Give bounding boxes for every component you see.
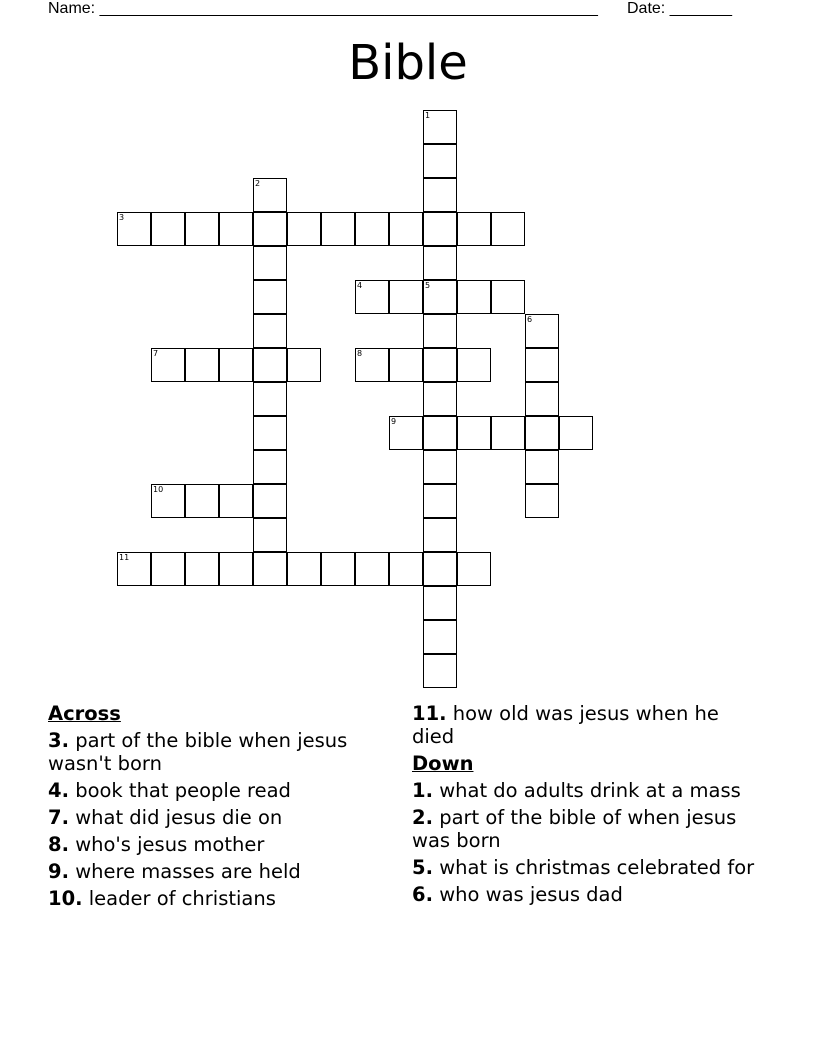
clue-number: 6.	[412, 883, 433, 906]
down-clue	[412, 883, 762, 906]
grid-cell[interactable]	[423, 382, 457, 416]
grid-cell[interactable]	[253, 416, 287, 450]
clue-text: leader of christians	[88, 887, 276, 910]
cell-number: 11	[119, 553, 130, 562]
grid-cell[interactable]	[423, 654, 457, 688]
grid-cell[interactable]	[525, 484, 559, 518]
down-heading: Down	[412, 752, 474, 775]
cell-number: 8	[357, 349, 363, 358]
cell-number: 4	[357, 281, 363, 290]
grid-cell[interactable]	[253, 450, 287, 484]
page-title: Bible	[348, 35, 468, 91]
cell-number: 3	[119, 213, 125, 222]
across-clue	[48, 887, 388, 910]
cell-number: 2	[255, 179, 261, 188]
grid-cell[interactable]	[151, 484, 185, 518]
across-clue	[48, 833, 388, 856]
clue-number: 8.	[48, 833, 69, 856]
across-clue	[48, 806, 388, 829]
grid-cell[interactable]	[423, 586, 457, 620]
grid-cell[interactable]	[525, 450, 559, 484]
grid-cell[interactable]	[423, 212, 457, 246]
grid-cell[interactable]	[457, 212, 491, 246]
across-clue	[48, 729, 388, 775]
grid-cell[interactable]	[423, 348, 457, 382]
grid-cell[interactable]	[389, 416, 423, 450]
clue-text: what did jesus die on	[75, 806, 283, 829]
grid-cell[interactable]	[219, 348, 253, 382]
grid-cell[interactable]	[423, 620, 457, 654]
grid-cell[interactable]	[253, 178, 287, 212]
grid-cell[interactable]	[423, 110, 457, 144]
clue-number: 4.	[48, 779, 69, 802]
clue-text: where masses are held	[75, 860, 301, 883]
grid-cell[interactable]	[457, 280, 491, 314]
grid-cell[interactable]	[423, 314, 457, 348]
grid-cell[interactable]	[321, 552, 355, 586]
grid-cell[interactable]	[253, 280, 287, 314]
grid-cell[interactable]	[219, 552, 253, 586]
grid-cell[interactable]	[253, 212, 287, 246]
cell-number: 5	[425, 281, 431, 290]
down-clue	[412, 806, 762, 852]
grid-cell[interactable]	[117, 212, 151, 246]
grid-cell[interactable]	[423, 280, 457, 314]
grid-cell[interactable]	[423, 484, 457, 518]
grid-cell[interactable]	[423, 178, 457, 212]
name-field[interactable]: Name: ________________________________________________________	[48, 0, 598, 17]
grid-cell[interactable]	[525, 382, 559, 416]
cell-number: 1	[425, 111, 431, 120]
clue-number: 3.	[48, 729, 69, 752]
grid-cell[interactable]	[423, 450, 457, 484]
clue-number: 11.	[412, 702, 447, 725]
grid-cell[interactable]	[185, 552, 219, 586]
date-field[interactable]: Date: _______	[627, 0, 732, 17]
grid-cell[interactable]	[457, 552, 491, 586]
grid-cell[interactable]	[389, 348, 423, 382]
clue-number: 1.	[412, 779, 433, 802]
clue-number: 2.	[412, 806, 433, 829]
grid-cell[interactable]	[457, 348, 491, 382]
grid-cell[interactable]	[253, 314, 287, 348]
clues-column-left	[48, 702, 388, 914]
grid-cell[interactable]	[525, 314, 559, 348]
clue-text: part of the bible of when jesus was born	[412, 806, 737, 852]
grid-cell[interactable]	[423, 246, 457, 280]
across-clue	[48, 860, 388, 883]
grid-cell[interactable]	[491, 212, 525, 246]
grid-cell[interactable]	[423, 144, 457, 178]
grid-cell[interactable]	[185, 348, 219, 382]
grid-cell[interactable]	[151, 348, 185, 382]
grid-cell[interactable]	[355, 348, 389, 382]
grid-cell[interactable]	[253, 518, 287, 552]
grid-cell[interactable]	[389, 212, 423, 246]
grid-cell[interactable]	[491, 280, 525, 314]
grid-cell[interactable]	[219, 212, 253, 246]
grid-cell[interactable]	[355, 212, 389, 246]
grid-cell[interactable]	[253, 484, 287, 518]
grid-cell[interactable]	[423, 552, 457, 586]
across-heading: Across	[48, 702, 121, 725]
clue-number: 5.	[412, 856, 433, 879]
cell-number: 6	[527, 315, 533, 324]
grid-cell[interactable]	[559, 416, 593, 450]
grid-cell[interactable]	[525, 348, 559, 382]
across-clue	[412, 702, 762, 748]
clue-number: 10.	[48, 887, 83, 910]
down-clue	[412, 856, 762, 879]
clue-text: part of the bible when jesus wasn't born	[48, 729, 348, 775]
clue-number: 7.	[48, 806, 69, 829]
down-clue	[412, 779, 762, 802]
grid-cell[interactable]	[117, 552, 151, 586]
cell-number: 7	[153, 349, 159, 358]
grid-cell[interactable]	[389, 552, 423, 586]
grid-cell[interactable]	[253, 348, 287, 382]
grid-cell[interactable]	[287, 212, 321, 246]
grid-cell[interactable]	[185, 212, 219, 246]
grid-cell[interactable]	[253, 382, 287, 416]
cell-number: 10	[153, 485, 164, 494]
grid-cell[interactable]	[151, 552, 185, 586]
grid-cell[interactable]	[491, 416, 525, 450]
clue-text: what do adults drink at a mass	[439, 779, 741, 802]
grid-cell[interactable]	[423, 518, 457, 552]
clue-text: how old was jesus when he died	[412, 702, 719, 748]
clue-text: who's jesus mother	[75, 833, 265, 856]
grid-cell[interactable]	[219, 484, 253, 518]
clues-column-right	[412, 702, 762, 910]
clue-text: book that people read	[75, 779, 291, 802]
grid-cell[interactable]	[253, 246, 287, 280]
grid-cell[interactable]	[457, 416, 491, 450]
grid-cell[interactable]	[355, 280, 389, 314]
grid-cell[interactable]	[423, 416, 457, 450]
grid-cell[interactable]	[287, 552, 321, 586]
grid-cell[interactable]	[151, 212, 185, 246]
grid-cell[interactable]	[525, 416, 559, 450]
clue-text: who was jesus dad	[439, 883, 623, 906]
grid-cell[interactable]	[321, 212, 355, 246]
clue-number: 9.	[48, 860, 69, 883]
across-clue	[48, 779, 388, 802]
clue-text: what is christmas celebrated for	[439, 856, 755, 879]
grid-cell[interactable]	[287, 348, 321, 382]
grid-cell[interactable]	[253, 552, 287, 586]
grid-cell[interactable]	[185, 484, 219, 518]
grid-cell[interactable]	[355, 552, 389, 586]
grid-cell[interactable]	[389, 280, 423, 314]
cell-number: 9	[391, 417, 397, 426]
